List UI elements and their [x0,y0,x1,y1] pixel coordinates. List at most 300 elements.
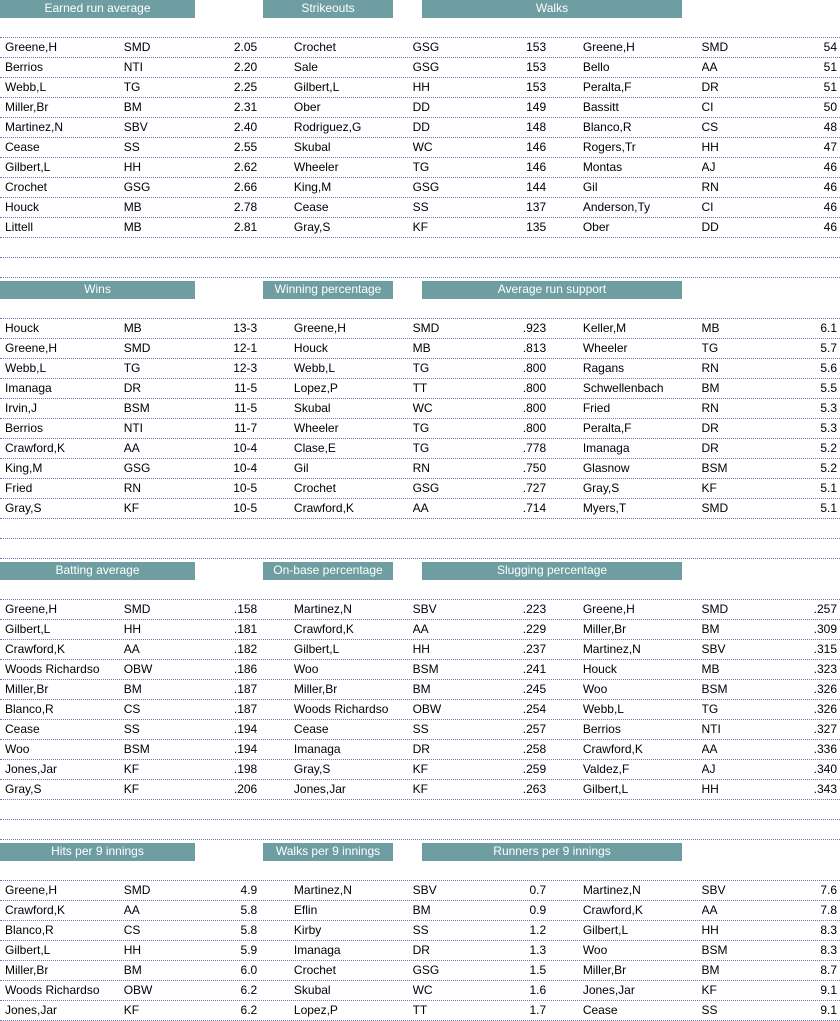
team-code: SS [701,1003,718,1017]
team-code: KF [412,762,428,776]
player-name: Skubal [293,983,331,997]
table-row [0,118,840,138]
player-name: Webb,L [293,361,336,375]
player-name: Miller,Br [582,622,627,636]
stat-value: 7.8 [820,903,838,917]
player-name: Gray,S [293,762,331,776]
player-name: Bassitt [582,100,619,114]
table-row [0,218,840,238]
player-name: Schwellenbach [582,381,664,395]
stat-value: 1.5 [529,963,547,977]
table-row [0,740,840,760]
team-code: BM [412,682,431,696]
stat-value: 8.3 [820,943,838,957]
stat-value: .181 [233,622,258,636]
player-name: Crochet [293,40,336,54]
stat-value: 5.1 [820,501,838,515]
team-code: HH [412,642,430,656]
table-row [0,499,840,519]
player-name: Fried [582,401,611,415]
team-code: OBW [412,702,442,716]
player-name: Anderson,Ty [582,200,651,214]
team-code: TG [701,341,719,355]
stat-value: 51 [823,60,838,74]
team-code: SBV [701,642,726,656]
team-code: CS [701,120,719,134]
player-name: Irvin,J [5,401,38,415]
stat-value: .237 [522,642,547,656]
player-name: Greene,H [5,883,58,897]
player-name: Crawford,K [293,622,354,636]
player-name: Martinez,N [582,642,641,656]
team-code: CI [701,100,714,114]
column-gap [260,620,289,639]
table-row [0,921,840,941]
column-gap [260,379,289,398]
stat-value: .800 [522,401,547,415]
team-code: AA [123,441,140,455]
column-gap [549,700,578,719]
table-row [0,419,840,439]
player-name: Clase,E [293,441,336,455]
team-code: TG [412,421,430,435]
stat-value: 5.8 [240,903,258,917]
stat-section [0,562,840,843]
table-row [0,640,840,660]
player-name: Cease [582,1003,618,1017]
column-gap [549,640,578,659]
stat-value: 0.7 [529,883,547,897]
team-code: HH [123,160,142,174]
team-code: MB [701,321,720,335]
player-name: Sale [293,60,318,74]
team-code: DD [701,220,719,234]
stat-value: .245 [522,682,547,696]
column-gap [260,218,289,237]
column-gap [260,198,289,217]
team-code: DR [701,421,719,435]
player-name: Miller,Br [5,963,49,977]
header-gap [393,562,422,580]
column-gap [260,78,289,97]
team-code: AA [701,903,718,917]
column-gap [260,740,289,759]
player-name: Gil [582,180,598,194]
table-row [0,680,840,700]
team-code: AA [701,742,718,756]
table-row [0,720,840,740]
category-header: Walks [422,0,682,18]
stat-value: 6.2 [240,983,258,997]
team-code: AJ [701,160,716,174]
stat-section [0,281,840,562]
stat-value: 50 [823,100,838,114]
stat-value: 10-5 [233,481,258,495]
player-name: Gilbert,L [582,782,629,796]
stat-value: 9.1 [820,1003,838,1017]
stat-value: 8.7 [820,963,838,977]
stat-value: .258 [522,742,547,756]
team-code: SS [412,923,429,937]
team-code: BSM [701,461,728,475]
stat-value: .343 [813,782,838,796]
player-name: Crawford,K [5,441,66,455]
team-code: AA [412,622,429,636]
column-gap [260,720,289,739]
team-code: SMD [123,341,151,355]
section-header-row [0,281,840,299]
player-name: Valdez,F [582,762,630,776]
column-gap [549,600,578,619]
stat-value: .326 [813,682,838,696]
column-gap [549,419,578,438]
header-gap [195,843,263,861]
team-code: GSG [123,180,151,194]
category-header: Runners per 9 innings [422,843,682,861]
stat-value: 5.7 [820,341,838,355]
player-name: Houck [5,321,40,335]
player-name: Glasnow [582,461,630,475]
stat-value: 5.3 [820,401,838,415]
stat-value: 5.6 [820,361,838,375]
player-name: Webb,L [582,702,624,716]
player-name: Cease [5,722,40,736]
table-row [0,98,840,118]
category-header: Average run support [422,281,682,299]
stat-value: 153 [526,40,547,54]
player-name: Greene,H [5,40,58,54]
player-name: Woo [582,682,608,696]
team-code: SBV [412,883,437,897]
stat-value: 6.0 [240,963,258,977]
team-code: BM [123,682,142,696]
team-code: GSG [412,60,440,74]
stat-value: 2.05 [233,40,258,54]
player-name: Martinez,N [293,602,352,616]
category-header: Batting average [0,562,195,580]
team-code: SS [123,140,140,154]
team-code: SMD [701,602,729,616]
column-gap [260,98,289,117]
player-name: Gilbert,L [5,943,51,957]
category-header: Slugging percentage [422,562,682,580]
column-gap [260,941,289,960]
player-name: Cease [293,200,329,214]
column-gap [549,78,578,97]
column-gap [549,459,578,478]
player-name: Myers,T [582,501,627,515]
column-gap [549,359,578,378]
team-code: WC [412,401,433,415]
stat-value: 2.20 [233,60,258,74]
spacer-row [0,861,840,881]
team-code: KF [123,762,140,776]
column-gap [549,339,578,358]
player-name: Rogers,Tr [582,140,636,154]
team-code: HH [412,80,430,94]
team-code: WC [412,140,433,154]
stat-value: 54 [823,40,838,54]
spacer-row [0,580,840,600]
player-name: Houck [582,662,617,676]
team-code: GSG [412,481,440,495]
table-row [0,881,840,901]
stat-value: .182 [233,642,258,656]
column-gap [549,660,578,679]
player-name: Cease [293,722,329,736]
column-gap [549,921,578,940]
team-code: TG [412,361,430,375]
stat-value: 1.3 [529,943,547,957]
column-gap [260,319,289,338]
stat-value: 5.3 [820,421,838,435]
stat-value: .309 [813,622,838,636]
stat-value: .158 [233,602,258,616]
team-code: SBV [123,120,148,134]
team-code: RN [123,481,142,495]
stat-value: 5.2 [820,461,838,475]
category-header: Winning percentage [263,281,393,299]
stat-value: 46 [823,180,838,194]
table-row [0,138,840,158]
team-code: CI [701,200,714,214]
player-name: Houck [5,200,40,214]
stat-value: .223 [522,602,547,616]
column-gap [549,720,578,739]
column-gap [549,379,578,398]
player-name: Wheeler [293,421,339,435]
stat-value: 0.9 [529,903,547,917]
player-name: Gray,S [582,481,620,495]
team-code: TG [412,441,430,455]
stat-value: 10-4 [233,441,258,455]
stat-value: 7.6 [820,883,838,897]
stat-value: 6.1 [820,321,838,335]
player-name: Crawford,K [5,903,66,917]
column-gap [260,680,289,699]
stat-value: 153 [526,60,547,74]
player-name: Crochet [5,180,48,194]
stat-value: .714 [522,501,547,515]
column-gap [260,479,289,498]
stat-value: .257 [813,602,838,616]
team-code: OBW [123,662,153,676]
player-name: Greene,H [582,40,635,54]
column-gap [549,479,578,498]
category-header: Strikeouts [263,0,393,18]
player-name: Skubal [293,401,331,415]
team-code: NTI [123,421,144,435]
stat-value: .187 [233,682,258,696]
blank-row [0,258,840,278]
column-gap [260,499,289,518]
stat-value: .206 [233,782,258,796]
team-code: BM [701,963,720,977]
column-gap [549,941,578,960]
team-code: AA [412,501,429,515]
player-name: Webb,L [5,80,47,94]
team-code: BSM [412,662,439,676]
team-code: MB [123,321,142,335]
stat-value: 149 [526,100,547,114]
player-name: Woo [582,943,608,957]
column-gap [260,138,289,157]
column-gap [260,961,289,980]
team-code: RN [701,361,719,375]
stat-value: .800 [522,361,547,375]
team-code: OBW [123,983,153,997]
blank-row [0,238,840,258]
category-header: Wins [0,281,195,299]
team-code: RN [701,401,719,415]
team-code: BM [412,903,431,917]
column-gap [260,339,289,358]
team-code: MB [123,200,142,214]
column-gap [260,1001,289,1020]
stat-value: 9.1 [820,983,838,997]
player-name: Woo [293,662,319,676]
team-code: SMD [123,40,151,54]
table-row [0,981,840,1001]
stat-value: .263 [522,782,547,796]
player-name: Ragans [582,361,625,375]
stat-value: 11-5 [234,401,258,415]
stat-value: .259 [522,762,547,776]
stat-value: .194 [233,742,258,756]
column-gap [549,158,578,177]
player-name: Gray,S [293,220,331,234]
column-gap [260,178,289,197]
column-gap [260,459,289,478]
player-name: Lopez,P [293,1003,338,1017]
stat-value: .241 [522,662,547,676]
column-gap [549,760,578,779]
column-gap [260,419,289,438]
team-code: SS [123,722,140,736]
stat-value: 1.2 [529,923,547,937]
stat-value: .323 [813,662,838,676]
stat-value: 146 [526,160,547,174]
player-name: Gilbert,L [582,923,629,937]
column-gap [260,359,289,378]
team-code: SMD [701,501,729,515]
player-name: Houck [293,341,328,355]
team-code: BSM [701,943,728,957]
player-name: Gray,S [5,501,42,515]
column-gap [549,620,578,639]
player-name: Lopez,P [293,381,338,395]
stat-value: 2.25 [233,80,258,94]
column-gap [260,700,289,719]
blank-row [0,519,840,539]
header-gap [195,0,263,18]
table-row [0,1001,840,1021]
column-gap [260,780,289,799]
stat-section [0,0,840,281]
stat-value: 11-5 [234,381,258,395]
team-code: KF [412,782,428,796]
column-gap [549,118,578,137]
stat-value: .186 [233,662,258,676]
player-name: Woo [5,742,30,756]
player-name: Ober [582,220,610,234]
stat-value: 2.78 [233,200,258,214]
column-gap [260,981,289,1000]
stat-value: 4.9 [240,883,258,897]
player-name: Bello [582,60,610,74]
column-gap [260,881,289,900]
team-code: NTI [123,60,144,74]
team-code: NTI [701,722,721,736]
stat-value: 10-4 [233,461,258,475]
player-name: Woods Richardso [293,702,389,716]
player-name: Wheeler [582,341,628,355]
team-code: HH [123,943,142,957]
team-code: KF [123,1003,140,1017]
player-name: Martinez,N [5,120,64,134]
stat-value: 46 [823,160,838,174]
team-code: DR [701,80,719,94]
team-code: BSM [123,401,150,415]
stat-value: 1.6 [529,983,547,997]
team-code: SMD [123,602,151,616]
team-code: KF [412,220,428,234]
player-name: Crawford,K [582,903,643,917]
column-gap [260,640,289,659]
table-row [0,901,840,921]
stat-value: .800 [522,381,547,395]
player-name: Crochet [293,481,336,495]
table-row [0,78,840,98]
column-gap [549,499,578,518]
player-name: Greene,H [5,341,58,355]
stat-section [0,843,840,1021]
stat-value: .800 [522,421,547,435]
player-name: Crawford,K [5,642,66,656]
team-code: TT [412,381,428,395]
header-gap [195,562,263,580]
stat-value: 2.81 [233,220,258,234]
stat-value: .778 [522,441,547,455]
stat-value: 144 [526,180,547,194]
stat-value: 46 [823,200,838,214]
column-gap [549,780,578,799]
player-name: Berrios [582,722,621,736]
player-name: Wheeler [293,160,339,174]
stat-value: 137 [526,200,547,214]
blank-row [0,539,840,559]
table-row [0,780,840,800]
column-gap [549,58,578,77]
column-gap [260,399,289,418]
column-gap [260,600,289,619]
team-code: BSM [701,682,728,696]
player-name: Berrios [5,60,44,74]
column-gap [260,439,289,458]
player-name: Crawford,K [582,742,643,756]
player-name: Gilbert,L [293,80,340,94]
team-code: KF [123,501,140,515]
stat-value: 2.31 [233,100,258,114]
table-row [0,760,840,780]
table-row [0,941,840,961]
column-gap [549,399,578,418]
team-code: SS [412,722,429,736]
section-header-row [0,843,840,861]
column-gap [549,138,578,157]
team-code: DR [412,943,430,957]
team-code: BM [123,100,142,114]
